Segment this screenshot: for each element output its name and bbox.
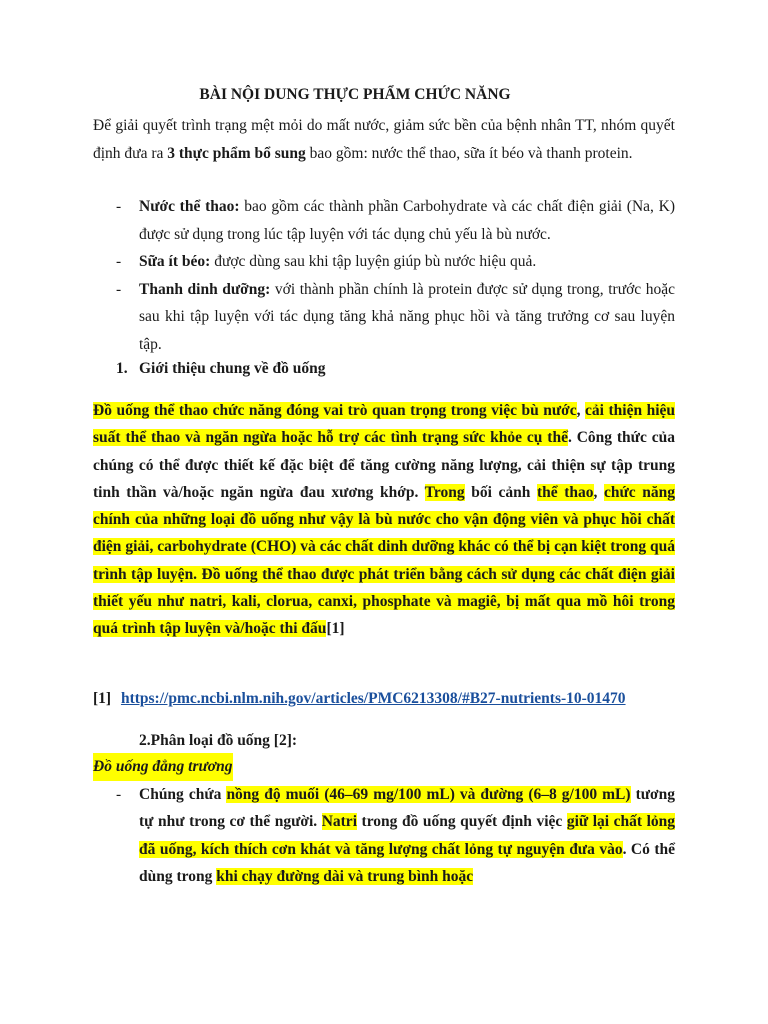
bullet-dash: -	[116, 253, 122, 270]
list-item	[93, 193, 675, 248]
highlight-text: thể thao	[536, 483, 594, 501]
section-2-heading: 2.Phân loại đồ uống [2]:	[139, 732, 298, 749]
list-item	[93, 781, 675, 890]
bullet-label: Sữa ít béo:	[139, 253, 211, 270]
reference	[93, 685, 626, 713]
body-paragraph	[93, 397, 675, 643]
bullet-text	[139, 248, 675, 276]
bullet-label: Thanh dinh dưỡng:	[139, 280, 271, 298]
bullet-body: với thành phần chính là protein được sử dụng trong, trước hoặc sau khi tập luyện với tác dụng tăng khả năng phục hồi và tăng trưởng cơ sau luyện tập.	[139, 280, 675, 353]
section-label: Giới thiệu chung về đồ uống	[139, 360, 326, 377]
bullet-text	[139, 193, 675, 248]
bullet-dash: -	[116, 786, 122, 803]
highlight-text: Natri	[321, 813, 357, 831]
bullet-text	[139, 276, 675, 359]
bullet-list	[93, 193, 675, 358]
plain-text: trong đồ uống quyết định việc	[357, 813, 567, 831]
bullet-label: Nước thể thao:	[139, 198, 240, 215]
plain-text: ,	[576, 402, 586, 419]
bullet-dash: -	[116, 280, 122, 298]
plain-text: ,	[593, 483, 604, 501]
plain-text: bối cảnh	[464, 483, 537, 501]
highlight-text: khi chạy đường dài và trung bình hoặc	[216, 867, 474, 885]
bullet-body: bao gồm các thành phần Carbohydrate và các chất điện giải (Na, K) được sử dụng trong lúc tập luyện với tác dụng chủ yếu là bù nước.	[139, 198, 675, 243]
intro-text-2: bao gồm: nước thể thao, sữa ít béo và thanh protein.	[305, 144, 633, 162]
citation: [1]	[326, 620, 345, 638]
plain-text: . Có thể dùng trong	[139, 840, 675, 885]
reference-link[interactable]: https://pmc.ncbi.nlm.nih.gov/articles/PMC6213308/#B27-nutrients-10-01470	[120, 690, 626, 707]
intro-bold: 3 thực phẩm bổ sung	[167, 144, 306, 162]
bullet-text	[139, 781, 675, 890]
intro-text-1: Để giải quyết trình trạng mệt mỏi do mất nước, giảm sức bền của bệnh nhân TT, nhóm quyết định đưa ra	[93, 117, 675, 162]
list-item	[93, 276, 675, 359]
highlight-text: chức năng chính của những loại đồ uống như vậy là bù nước cho vận động viên và phục hồi chất điện giải, carbohydrate (CHO) và các chất dinh dưỡng khác có thể bị cạn kiệt trong quá trình tập luyện. Đồ uống thể thao được phát triển bằng cách sử dụng các chất điện giải thiết yếu như natri, kali, clorua, canxi, phosphate và magiê, bị mất qua mồ hôi trong quá trình tập luyện và/hoặc thi đấu	[93, 483, 676, 638]
bullet-dash: -	[116, 198, 122, 215]
bullet-body: được dùng sau khi tập luyện giúp bù nước hiệu quả.	[210, 253, 537, 270]
highlight-text: nồng độ muối (46–69 mg/100 mL) và đường (6–8 g/100 mL)	[226, 786, 631, 803]
bullet-list-2	[93, 781, 675, 890]
plain-text: tương tự như trong cơ thể người.	[139, 786, 675, 831]
highlight-text: cải thiện hiệu suất thể thao và ngăn ngừa hoặc hỗ trợ các tình trạng sức khỏe cụ thể	[93, 402, 676, 447]
highlight-text: Trong	[424, 483, 465, 501]
page-title: BÀI NỘI DUNG THỰC PHẨM CHỨC NĂNG	[199, 86, 511, 103]
section-number: 1.	[116, 360, 128, 377]
section-1-heading	[116, 355, 325, 383]
reference-label: [1]	[93, 690, 112, 707]
highlight-text: Đồ uống thể thao chức năng đóng vai trò quan trọng trong việc bù nước	[93, 402, 577, 419]
subheading: Đồ uống đẳng trương	[93, 753, 233, 781]
plain-text: Chúng chứa	[139, 786, 227, 803]
list-item	[93, 248, 675, 276]
plain-text: . Công thức của chúng có thể được thiết kế đặc biệt để tăng cường năng lượng, cải thiện sự tập trung tinh thần và/hoặc ngăn ngừa đau xương khớp.	[93, 429, 675, 501]
highlight-text: giữ lại chất lỏng đã uống, kích thích cơn khát và tăng lượng chất lỏng tự nguyện đưa vào	[139, 813, 675, 858]
intro-paragraph	[93, 112, 675, 167]
